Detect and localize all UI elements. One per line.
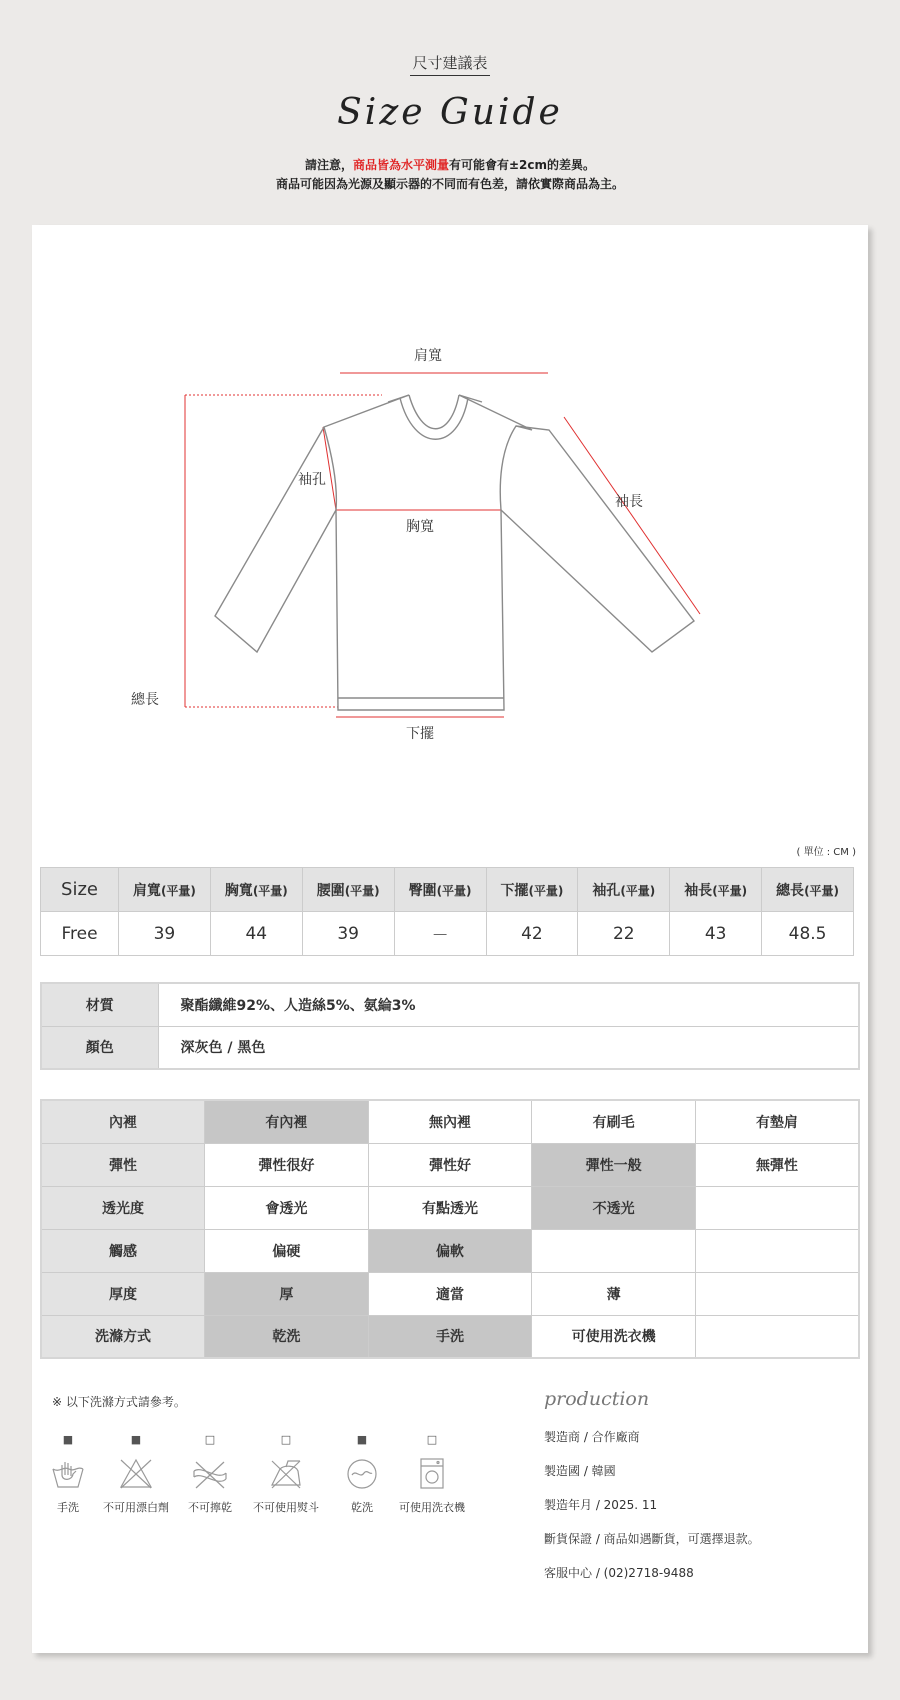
wash-label: 不可擰乾 [188,1501,232,1514]
wash-label: 手洗 [57,1501,79,1514]
wash-label: 不可使用熨斗 [253,1501,319,1514]
material-table [40,982,860,1070]
color-label: 顏色 [41,1026,158,1069]
production-service: 客服中心 / (02)2718-9488 [544,1566,694,1580]
note-line-1: 請注意，商品皆為水平測量有可能會有±2cm的差異。 [304,158,596,172]
feature-option: 彈性很好 [205,1143,369,1186]
feature-label: 觸感 [41,1229,205,1272]
feature-option [695,1315,859,1358]
dry-clean-icon [344,1457,380,1491]
size-cell: Free [41,912,119,956]
feature-option-selected: 厚 [205,1272,369,1315]
production-title: production [544,1388,650,1410]
note-line-2: 商品可能因為光源及顯示器的不同而有色差，請依實際商品為主。 [275,177,624,191]
feature-option: 有刷毛 [532,1100,696,1143]
label-length: 總長 [131,692,159,708]
wash-label: 乾洗 [351,1501,373,1514]
production-manufacturer: 製造商 / 合作廠商 [544,1430,640,1444]
material-label: 材質 [41,983,158,1026]
wash-item [392,1433,472,1515]
status-box: □ [426,1433,438,1446]
size-header: Size [41,868,119,912]
note-highlight: 商品皆為水平測量 [352,158,449,172]
header-cell: 袖長(平量) [670,868,762,912]
feature-option-selected: 不透光 [532,1186,696,1229]
value-cell: 39 [302,912,394,956]
feature-option: 無內裡 [368,1100,532,1143]
status-box: ■ [130,1433,142,1446]
table-row [41,1100,859,1143]
feature-label: 洗滌方式 [41,1315,205,1358]
washing-machine-icon [414,1457,450,1491]
label-armhole: 袖孔 [298,472,326,488]
size-table-header [41,868,854,912]
header-cell: 下擺(平量) [486,868,578,912]
table-row [41,1272,859,1315]
label-chest: 胸寬 [406,519,434,535]
feature-label: 彈性 [41,1143,205,1186]
production-country: 製造國 / 韓國 [544,1464,616,1478]
feature-option: 無彈性 [695,1143,859,1186]
feature-option [532,1229,696,1272]
table-row [41,1229,859,1272]
feature-option-selected: 彈性一般 [532,1143,696,1186]
value-cell: 39 [119,912,211,956]
feature-option: 有墊肩 [695,1100,859,1143]
status-box: □ [204,1433,216,1446]
wash-note: ※ 以下洗滌方式請參考。 [52,1395,186,1409]
status-box: □ [280,1433,292,1446]
feature-option-selected: 有內裡 [205,1100,369,1143]
table-row [41,912,854,956]
wash-item [246,1433,326,1515]
wash-label: 不可用漂白劑 [103,1501,169,1514]
feature-option: 適當 [368,1272,532,1315]
wash-label: 可使用洗衣機 [399,1501,465,1514]
value-cell: 22 [578,912,670,956]
feature-label: 內裡 [41,1100,205,1143]
no-bleach-icon [118,1457,154,1491]
size-guide-card [32,225,868,1653]
table-row [41,1143,859,1186]
value-cell: 43 [670,912,762,956]
value-cell: 44 [210,912,302,956]
production-date: 製造年月 / 2025. 11 [544,1498,658,1512]
table-row [41,983,859,1026]
feature-label: 厚度 [41,1272,205,1315]
feature-option-selected: 手洗 [368,1315,532,1358]
no-wring-icon [190,1457,230,1491]
wash-item [322,1433,402,1515]
feature-option-selected: 乾洗 [205,1315,369,1358]
measure-lines [185,373,700,717]
feature-option: 彈性好 [368,1143,532,1186]
garment-diagram [32,225,868,825]
value-cell: 42 [486,912,578,956]
header-cell: 臀圍(平量) [394,868,486,912]
feature-label: 透光度 [41,1186,205,1229]
label-hem: 下擺 [406,726,434,742]
feature-option-selected: 偏軟 [368,1229,532,1272]
feature-option [695,1272,859,1315]
header-cell: 胸寬(平量) [210,868,302,912]
subtitle: 尺寸建議表 [0,52,900,73]
status-box: ■ [62,1433,74,1446]
feature-option: 可使用洗衣機 [532,1315,696,1358]
feature-option: 偏硬 [205,1229,369,1272]
label-shoulder: 肩寬 [414,348,442,364]
label-sleeve: 袖長 [615,494,643,510]
unit-label: ( 單位 : CM ) [796,847,856,858]
features-table [40,1099,860,1359]
size-table [40,867,854,956]
sleeve-measure-line [564,417,700,614]
feature-option: 會透光 [205,1186,369,1229]
feature-option [695,1186,859,1229]
table-row [41,1186,859,1229]
header-cell: 腰圍(平量) [302,868,394,912]
table-row [41,1315,859,1358]
page-title: Size Guide [337,92,563,133]
hand-wash-icon [50,1457,86,1491]
header-cell: 總長(平量) [762,868,854,912]
header-cell: 肩寬(平量) [119,868,211,912]
notes [0,156,900,194]
no-iron-icon [268,1457,304,1491]
feature-option [695,1229,859,1272]
sweater-outline [215,395,694,710]
header-cell: 袖孔(平量) [578,868,670,912]
wash-item [170,1433,250,1515]
production-guarantee: 斷貨保證 / 商品如遇斷貨，可選擇退款。 [544,1532,760,1546]
feature-option: 有點透光 [368,1186,532,1229]
color-value: 深灰色 / 黑色 [158,1026,859,1069]
status-box: ■ [356,1433,368,1446]
material-value: 聚酯纖維92%、人造絲5%、氨綸3% [158,983,859,1026]
value-cell: － [394,912,486,956]
value-cell: 48.5 [762,912,854,956]
table-row [41,1026,859,1069]
feature-option: 薄 [532,1272,696,1315]
wash-item [96,1433,176,1515]
